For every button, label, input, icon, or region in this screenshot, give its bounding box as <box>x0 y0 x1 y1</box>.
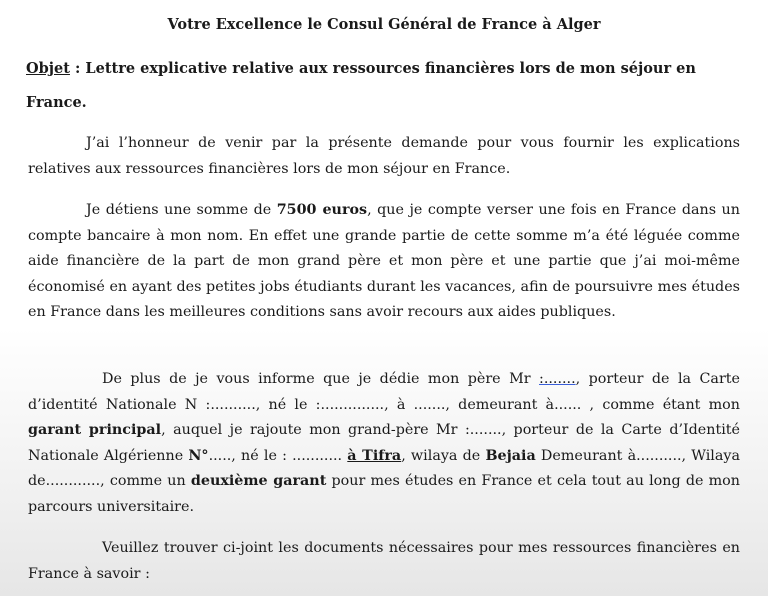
guarantors-text-f: Demeurant à.........., Wilaya de............, comme un <box>28 447 740 490</box>
guarantors-text-g: pour mes études en France et cela tout au long de mon parcours universitaire. <box>28 473 740 515</box>
birthplace: à Tifra <box>347 447 402 464</box>
second-guarantor: deuxième garant <box>190 473 327 490</box>
subject-label: Objet <box>26 60 70 77</box>
paragraph-intro-text: J’ai l’honneur de venir par la présente demande pour vous fournir les explications relatives aux ressources financières lors de mon séjour en France. <box>28 135 740 177</box>
paragraph-funds <box>28 198 740 326</box>
funds-amount: 7500 euros <box>276 202 368 218</box>
id-number-label: N° <box>188 447 209 464</box>
paragraph-guarantors <box>28 367 740 521</box>
primary-guarantor: garant principal <box>28 422 162 439</box>
wilaya-name: Bejaia <box>485 447 536 464</box>
paragraph-documents <box>28 536 740 587</box>
letter-subject <box>26 52 746 120</box>
subject-text: : Lettre explicative relative aux ressources financières lors de mon séjour en France. <box>26 60 696 111</box>
paragraph-intro <box>28 131 740 182</box>
guarantors-text-d: ....., né le : ........... <box>208 447 348 464</box>
guarantors-text-e: , wilaya de <box>401 447 486 464</box>
funds-text-b: , que je compte verser une fois en France dans un compte bancaire à mon nom. En effet une grande partie de cette somme m’a été léguée comme aide financière de la part de mon grand père et mon père et une partie que j’ai moi-même économisé en ayant des petites jobs étudiants durant les vacances, afin de poursuivre mes études en France dans les meilleures conditions sans avoir recours aux aides publiques. <box>28 202 740 321</box>
father-name-blank: :....... <box>539 371 576 387</box>
guarantors-text-b: , porteur de la Carte d’identité Nationale N :.........., né le :.............., à ......., demeurant à...... , comme étant mon <box>28 371 740 413</box>
funds-text-a: Je détiens une somme de <box>86 202 277 218</box>
guarantors-text-c: , auquel je rajoute mon grand-père Mr :......., porteur de la Carte d’Identité Nationale Algérienne <box>28 422 741 464</box>
guarantors-text-a: De plus de je vous informe que je dédie mon père Mr <box>102 371 539 387</box>
letter-heading: Votre Excellence le Consul Général de France à Alger <box>167 16 601 33</box>
paragraph-documents-text: Veuillez trouver ci-joint les documents nécessaires pour mes ressources financières en France à savoir : <box>28 540 740 582</box>
